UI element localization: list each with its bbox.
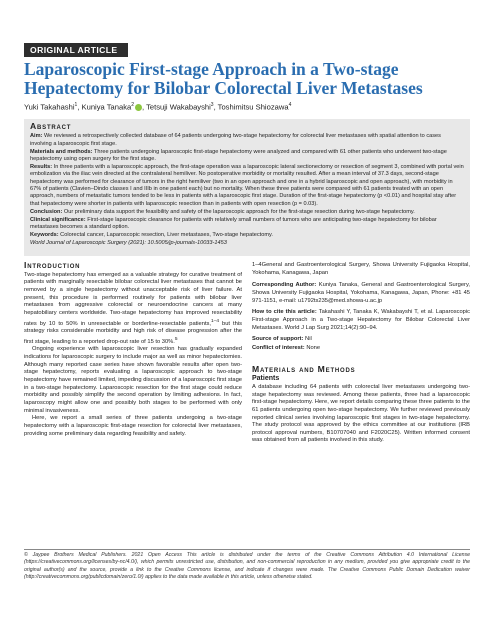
abstract-conclusion bbox=[30, 209, 464, 216]
methods-text: Three patients undergoing laparoscopic first-stage hepatectomy were analyzed and compared with 61 other patients who underwent two-stage hepatectomy using open surgery for the first stage. bbox=[30, 148, 447, 162]
article-title: Laparoscopic First-stage Approach in a Two-stage Hepatectomy for Bilobar Colorectal Liver Metastases bbox=[24, 59, 423, 98]
abstract-significance bbox=[30, 217, 464, 232]
author-list bbox=[24, 102, 474, 112]
reference-marker: 5 bbox=[174, 336, 178, 342]
how-to-cite bbox=[252, 309, 470, 332]
affiliation-marker: 2 bbox=[131, 102, 134, 108]
cite-text: Takahashi Y, Tanaka K, Wakabayshi T, et al. Laparoscopic First-stage Approach in a Two-stage Hepatectomy for Bilobar Colorectal Liver Metastases. World J Lap Surg 2021;14(2):90–94. bbox=[252, 309, 470, 331]
affiliation: 1–4General and Gastroenterological Surgery, Showa University Fujigaoka Hospital, Yokohama, Kanagawa, Japan bbox=[252, 262, 470, 276]
source-of-support bbox=[252, 336, 470, 344]
aim-label: Aim: bbox=[30, 133, 43, 140]
abstract-results bbox=[30, 164, 464, 208]
methods-paragraph: A database including 64 patients with colorectal liver metastases undergoing two-stage hepatectomy was reviewed. Among these patients, three had a laparoscopic first-stage hepatectomy. Here, we report details comparing these three patients to the 61 patients undergoing open two-stage hepatectomy. We further reviewed previously reported clinical series involving laparoscopic first stages in two-stage hepatectomy. The study protocol was approved by the ethics committee at our institutions (IRB protocol approval numbers, B10707040 and F2020C25). Written informed consent was obtained from all patients involved in this study. bbox=[252, 383, 470, 444]
article-type-badge: ORIGINAL ARTICLE bbox=[24, 43, 128, 57]
significance-label: Clinical significance: bbox=[30, 216, 86, 223]
results-label: Results: bbox=[30, 164, 53, 171]
conflict-text: None bbox=[304, 344, 321, 351]
citation-text: World Journal of Laparoscopic Surgery (2021): 10.5005/jp-journals-10033-1453 bbox=[30, 240, 227, 247]
introduction-heading: Introduction bbox=[24, 260, 81, 270]
affiliation-marker: 4 bbox=[288, 102, 292, 108]
support-label: Source of support: bbox=[252, 336, 304, 343]
keywords-label: Keywords: bbox=[30, 232, 59, 239]
reference-marker: 1–4 bbox=[211, 318, 220, 324]
intro-paragraph bbox=[24, 272, 242, 347]
footer-divider bbox=[24, 549, 470, 550]
author-name: , Toshimitsu Shiozawa bbox=[213, 102, 289, 112]
corresponding-author bbox=[252, 282, 470, 305]
abstract-aim bbox=[30, 133, 464, 148]
intro-text: Two-stage hepatectomy has emerged as a valuable strategy for curative treatment of patients with marginally resectable bilobar colorectal liver metastases that cannot be removed by a single hepatectomy without unacceptable risk of liver failure. At present, this procedure is performed routinely for patients with bilobar liver metastases from aggressive colorectal or neuroendocrine cancers at many hepatobiliary centers worldwide. Two-stage hepatectomy has improved resectability rates by 10 to 50% in unresectable or borderline-resectable patients, bbox=[24, 271, 242, 327]
support-text: Nil bbox=[303, 336, 312, 343]
aim-text: We reviewed a retrospectively collected database of 64 patients undergoing two-stage hepatectomy for colorectal liver metastases with spatial attention to cases involving a laparoscopic first stage. bbox=[30, 133, 441, 147]
left-column bbox=[24, 262, 242, 438]
abstract-box bbox=[24, 119, 470, 256]
corr-text: Kuniya Tanaka, General and Gastroenterological Surgery, Showa University Fujigaoka Hospital, Yokohama, Kanagawa, Japan, Phone: +81 45 971-1151, e-mail: u1792ts235@med.showa-u.ac.jp bbox=[252, 282, 470, 304]
journal-citation bbox=[30, 240, 464, 247]
corr-label: Corresponding Author: bbox=[252, 282, 317, 289]
author-name: , Kuniya Tanaka bbox=[77, 102, 132, 112]
methods-label: Materials and methods: bbox=[30, 148, 93, 155]
conclusion-label: Conclusion: bbox=[30, 208, 63, 215]
abstract-keywords bbox=[30, 232, 464, 239]
intro-text: but this strategy risks considerable morbidity and high risk of disease progression after the first stage, leading to a reported drop-out rate of 15 to 30%. bbox=[24, 320, 243, 345]
cite-label: How to cite this article: bbox=[252, 309, 317, 316]
license-footer: © Jaypee Brothers Medical Publishers. 2021 Open Access This article is distributed under the terms of the Creative Commons Attribution 4.0 International License (https://creativecommons.org/licenses/by-nc/4.0/), which permits unrestricted use, distribution, and non-commercial reproduction in any medium, provided you give appropriate credit to the original author(s) and the source, provide a link to the Creative Commons license, and indicate if changes were made. The Creative Commons Public Domain Dedication waiver (http://creativecommons.org/publicdomain/zero/1.0/) applies to the data made available in this article, unless otherwise stated. bbox=[24, 552, 470, 580]
right-column bbox=[252, 262, 470, 445]
abstract-methods bbox=[30, 149, 464, 164]
intro-paragraph: Ongoing experience with laparoscopic liver resection has gradually expanded indications for laparoscopic surgery to include major as well as minor hepatectomies. Although many reported case series have shown favorable results after open two-stage hepatectomy, reports evaluating a laparoscopic approach to two-stage hepatectomy have remained limited, impeding discussion of a laparoscopic first stage in a two-stage hepatectomy. Laparoscopic resection for the first stage could reduce morbidity and possibly simplify the second operation by limiting adhesions. In fact, laparoscopy might allow one and possibly both stages to be performed with only minimal invasiveness. bbox=[24, 346, 242, 414]
methods-heading: Materials and Methods bbox=[252, 363, 356, 374]
keywords-text: Colorectal cancer, Laparoscopic resection, Liver metastases, Two-stage hepatectomy. bbox=[60, 232, 273, 239]
affiliation-marker: 1 bbox=[74, 102, 78, 108]
patients-subheading: Patients bbox=[252, 375, 280, 383]
conflict-of-interest bbox=[252, 345, 470, 353]
author-name: Yuki Takahashi bbox=[24, 102, 75, 112]
significance-text: First-stage laparoscopic clearance for patients with relatively small numbers of tumors who are anticipating two-stage hepatectomy for bilobar metastases becomes a standard option. bbox=[30, 216, 437, 231]
author-name: , Tetsuji Wakabayshi bbox=[142, 102, 211, 112]
orcid-icon[interactable] bbox=[135, 104, 142, 111]
abstract-heading: Abstract bbox=[30, 121, 72, 131]
intro-paragraph: Here, we report a small series of three patients undergoing a two-stage hepatectomy with a laparoscopic first-stage resection for colorectal liver metastases, providing some preliminary data regarding feasibility and safety. bbox=[24, 415, 242, 437]
affiliation-marker: 3 bbox=[210, 102, 214, 108]
conclusion-text: Our preliminary data support the feasibility and safety of the laparoscopic approach for the first-stage resection during two-stage hepatectomy. bbox=[63, 208, 415, 215]
conflict-label: Conflict of interest: bbox=[252, 344, 305, 351]
results-text: In three patients with a laparoscopic approach, the first-stage operation was a laparoscopic lateral sectionectomy or resection of segment 3, combined with portal vein embolization via the iliac vein directed at the contralateral hemiliver. No postoperative morbidity or mortality resulted. After a mean interval of 37.3 days, second-stage hepatectomy was performed for clearance of tumors in the right hemiliver (two in an open approach and one in a hybrid laparoscopic and open approach), with morbidity in 67% of patients (Clavien–Dindo classes I and IIIb in one patient each) but no mortality. When these three patients were compared with 61 patients treated with an open approach, numbers of metastatic tumors tended to be less in patients with a laparoscopic first stage. Duration of the first-stage hepatectomy (p <0.01) and hospital stay after that hepatectomy were shorter in patients with laparoscopic resection than in patients with open resection (p = 0.03). bbox=[30, 164, 464, 207]
